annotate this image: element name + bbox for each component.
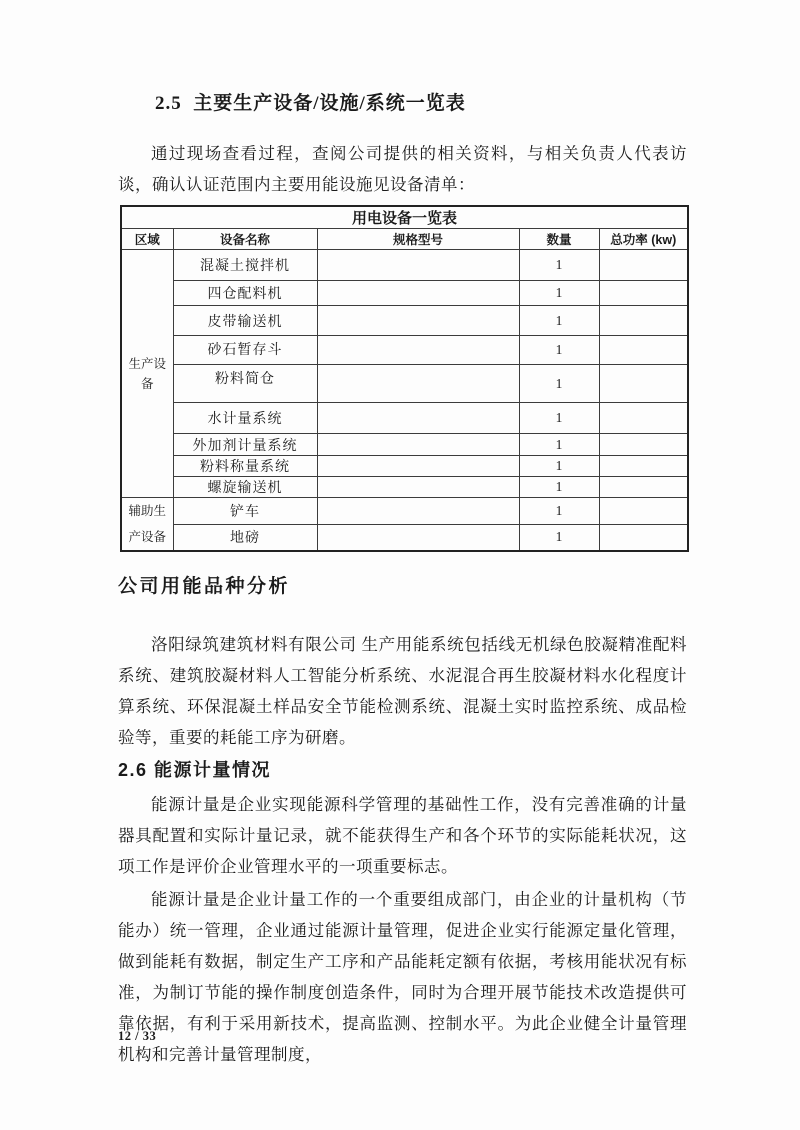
- column-header: 总功率 (kw): [599, 229, 688, 250]
- section-2-5-heading: 2.5 主要生产设备/设施/系统一览表: [155, 93, 466, 114]
- spec-cell: [317, 336, 519, 365]
- power-cell: [599, 336, 688, 365]
- table-row: [121, 336, 688, 365]
- device-name: 四仓配料机: [173, 281, 317, 306]
- power-cell: [599, 524, 688, 551]
- device-name: 砂石暂存斗: [173, 336, 317, 365]
- equipment-table: [120, 205, 689, 552]
- qty-cell: 1: [519, 498, 599, 525]
- power-cell: [599, 477, 688, 498]
- power-cell: [599, 250, 688, 281]
- table-title-row: [121, 206, 688, 229]
- spec-cell: [317, 456, 519, 477]
- device-name: 水计量系统: [173, 403, 317, 434]
- qty-cell: 1: [519, 306, 599, 336]
- device-name: 螺旋输送机: [173, 477, 317, 498]
- spec-cell: [317, 498, 519, 525]
- spec-cell: [317, 434, 519, 456]
- spec-cell: [317, 403, 519, 434]
- power-cell: [599, 365, 688, 403]
- section-2-6-heading: 2.6 能源计量情况: [118, 760, 272, 780]
- column-header: 数量: [519, 229, 599, 250]
- device-name: 外加剂计量系统: [173, 434, 317, 456]
- table-row: [121, 477, 688, 498]
- section-2-6-paragraph-1: 能源计量是企业实现能源科学管理的基础性工作，没有完善准确的计量器具配置和实际计量记录，就不能获得生产和各个环节的实际能耗状况，这项工作是评价企业管理水平的一项重要标志。: [118, 795, 687, 876]
- table-row: [121, 456, 688, 477]
- table-row: [121, 524, 688, 551]
- device-name: 混凝土搅拌机: [173, 250, 317, 281]
- qty-cell: 1: [519, 403, 599, 434]
- device-name: 粉料简仓: [173, 365, 317, 403]
- qty-cell: 1: [519, 524, 599, 551]
- qty-cell: 1: [519, 434, 599, 456]
- table-row: [121, 403, 688, 434]
- column-header: 设备名称: [173, 229, 317, 250]
- power-cell: [599, 306, 688, 336]
- qty-cell: 1: [519, 365, 599, 403]
- spec-cell: [317, 250, 519, 281]
- section-2-5-intro-paragraph: 通过现场查看过程，查阅公司提供的相关资料，与相关负责人代表访谈，确认认证范围内主要用能设施见设备清单：: [118, 144, 687, 194]
- qty-cell: 1: [519, 281, 599, 306]
- power-cell: [599, 498, 688, 525]
- qty-cell: 1: [519, 336, 599, 365]
- qty-cell: 1: [519, 456, 599, 477]
- spec-cell: [317, 524, 519, 551]
- table-row: [121, 250, 688, 281]
- spec-cell: [317, 306, 519, 336]
- spec-cell: [317, 477, 519, 498]
- power-cell: [599, 403, 688, 434]
- table-row: [121, 281, 688, 306]
- spec-cell: [317, 281, 519, 306]
- table-row: [121, 365, 688, 403]
- table-body: [121, 250, 688, 552]
- table-title: 用电设备一览表: [121, 206, 688, 229]
- region-cell: 生产设备: [121, 250, 173, 498]
- device-name: 皮带输送机: [173, 306, 317, 336]
- power-cell: [599, 456, 688, 477]
- table-row: [121, 434, 688, 456]
- qty-cell: 1: [519, 477, 599, 498]
- page-number: 12 / 33: [118, 1029, 157, 1043]
- power-cell: [599, 281, 688, 306]
- qty-cell: 1: [519, 250, 599, 281]
- region-cell: 辅助生产设备: [121, 498, 173, 552]
- device-name: 铲车: [173, 498, 317, 525]
- analysis-paragraph: 洛阳绿筑建筑材料有限公司 生产用能系统包括线无机绿色胶凝精准配料系统、建筑胶凝材料人工智能分析系统、水泥混合再生胶凝材料水化程度计算系统、环保混凝土样品安全节能检测系统、混凝土实时监控系统、成品检验等，重要的耗能工序为研磨。: [118, 635, 687, 747]
- analysis-heading: 公司用能品种分析: [118, 576, 291, 597]
- section-2-6-paragraph-2: 能源计量是企业计量工作的一个重要组成部门，由企业的计量机构（节能办）统一管理，企业通过能源计量管理，促进企业实行能源定量化管理，做到能耗有数据，制定生产工序和产品能耗定额有依据，考核用能状况有标准，为制订节能的操作制度创造条件，同时为合理开展节能技术改造提供可靠依据，有利于采用新技术，提高监测、控制水平。为此企业健全计量管理机构和完善计量管理制度，: [118, 890, 687, 1064]
- table-header-row: [121, 229, 688, 250]
- power-cell: [599, 434, 688, 456]
- table-row: [121, 498, 688, 525]
- column-header: 区域: [121, 229, 173, 250]
- table-row: [121, 306, 688, 336]
- device-name: 粉料称量系统: [173, 456, 317, 477]
- device-name: 地磅: [173, 524, 317, 551]
- column-header: 规格型号: [317, 229, 519, 250]
- spec-cell: [317, 365, 519, 403]
